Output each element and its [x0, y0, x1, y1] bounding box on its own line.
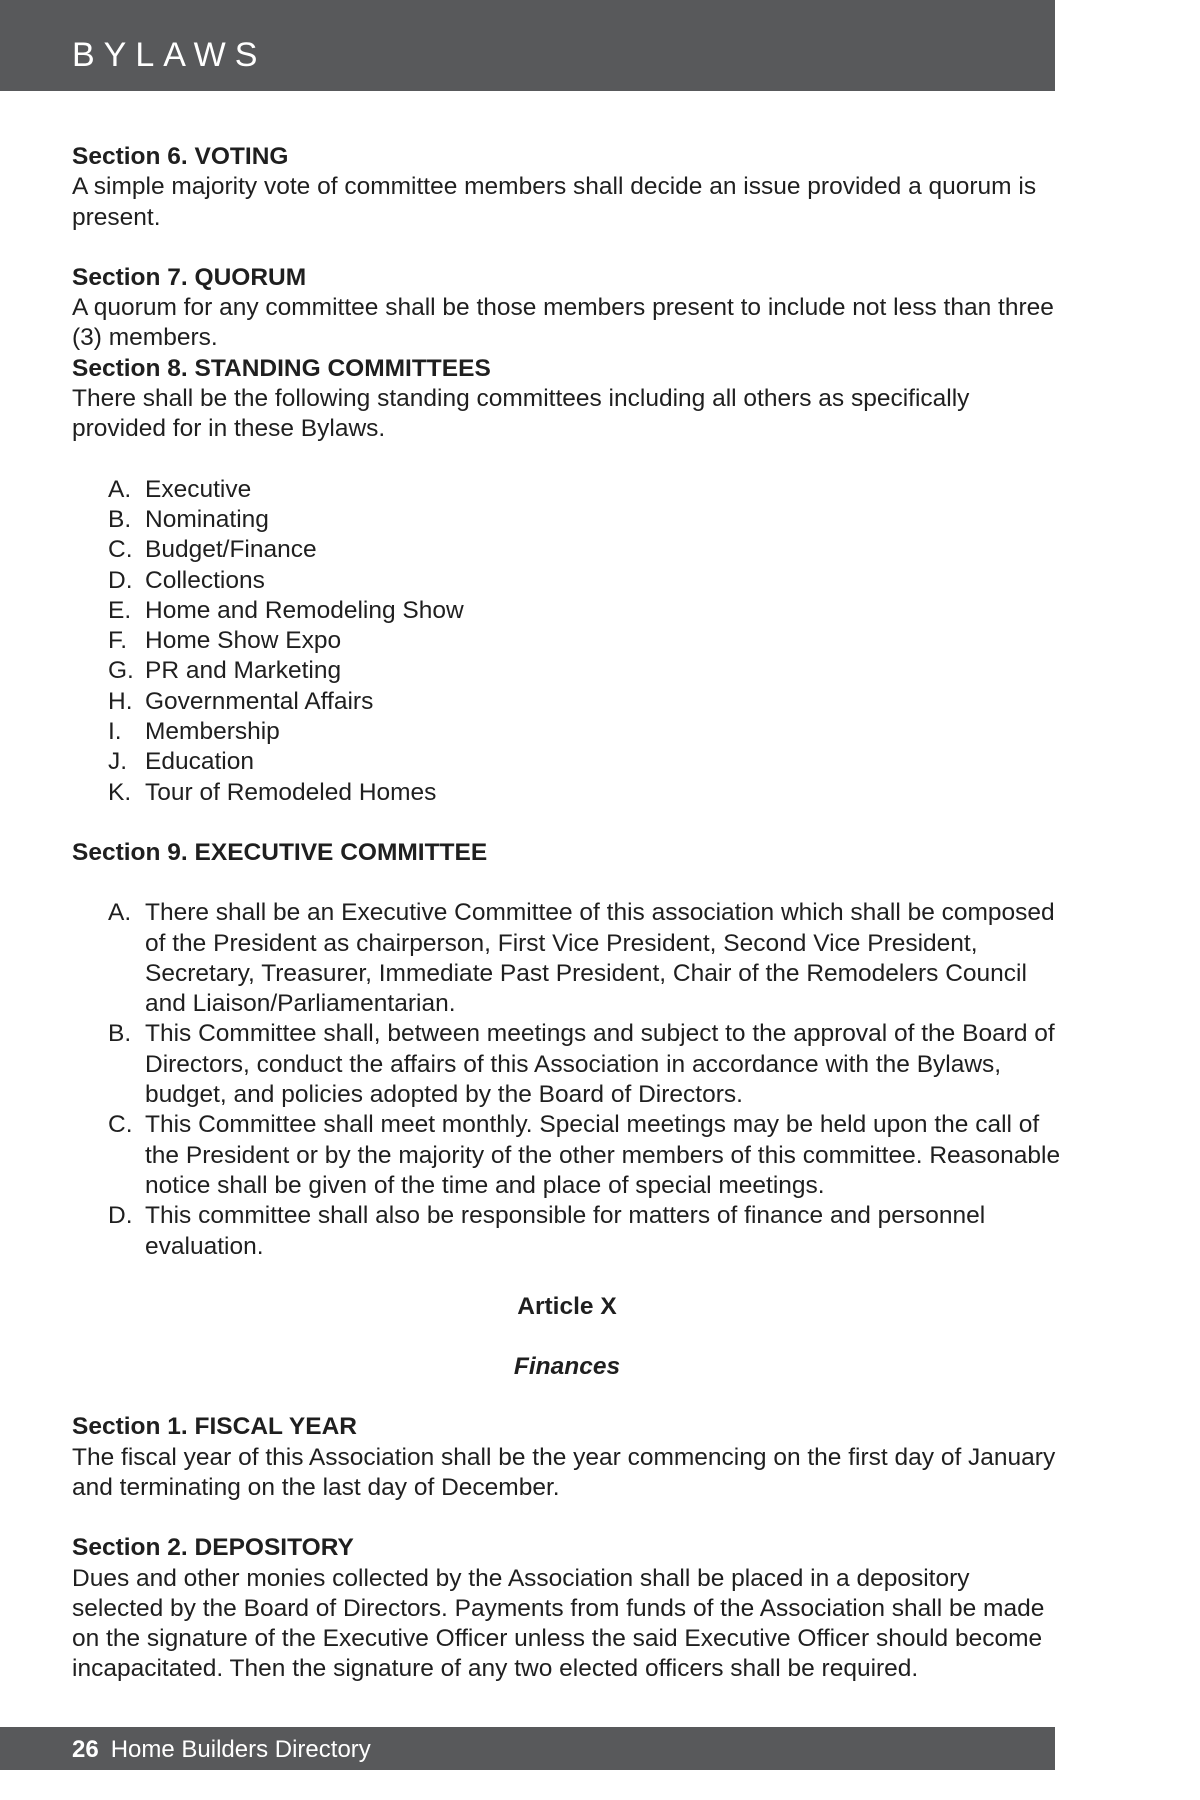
standing-committees-list	[72, 475, 1062, 808]
list-item	[72, 747, 1062, 777]
list-item	[72, 1201, 1062, 1262]
publication-name: Home Builders Directory	[110, 1736, 371, 1763]
list-item	[72, 1110, 1062, 1201]
list-item-text: There shall be an Executive Committee of this association which shall be composed of the President as chairperson, First Vice President, Second Vice President, Secretary, Treasurer, Immediate Past President, Chair of the Remodelers Council and Liaison/Parliamentarian.	[145, 899, 1055, 1018]
section-quorum	[72, 263, 1062, 354]
list-marker: A.	[108, 475, 132, 503]
list-item	[72, 475, 1062, 505]
section-title: Section 2. DEPOSITORY	[72, 1534, 354, 1562]
list-item	[72, 626, 1062, 656]
list-item-text: Budget/Finance	[145, 536, 317, 564]
section-standing-committees	[72, 354, 1062, 445]
section-fiscal-year	[72, 1412, 1062, 1503]
list-item	[72, 566, 1062, 596]
list-item-text: PR and Marketing	[145, 657, 342, 685]
section-title: Section 9. EXECUTIVE COMMITTEE	[72, 838, 488, 866]
list-marker: B.	[108, 505, 132, 533]
list-marker: F.	[108, 627, 128, 655]
list-marker: D.	[108, 1202, 133, 1230]
list-item-text: Home and Remodeling Show	[145, 596, 464, 624]
list-marker: A.	[108, 899, 132, 927]
section-body: A quorum for any committee shall be those members present to include not less than three (3) members.	[72, 294, 1054, 352]
section-body: Dues and other monies collected by the Association shall be placed in a depository selected by the Board of Directors. Payments from funds of the Association shall be made on the signature of the Executive Officer unless the said Executive Officer should become incapacitated. Then the signature of any two elected officers shall be required.	[72, 1564, 1045, 1683]
list-item-text: Governmental Affairs	[145, 687, 374, 715]
list-item-text: Nominating	[145, 505, 269, 533]
section-executive-committee	[72, 838, 1062, 868]
list-item-text: This Committee shall, between meetings and subject to the approval of the Board of Directors, conduct the affairs of this Association in accordance with the Bylaws, budget, and policies adopted by the Board of Directors.	[145, 1020, 1055, 1109]
list-item-text: Education	[145, 748, 254, 776]
section-body: The fiscal year of this Association shall be the year commencing on the first day of January and terminating on the last day of December.	[72, 1443, 1056, 1501]
list-marker: D.	[108, 566, 133, 594]
section-depository	[72, 1533, 1062, 1684]
section-title: Section 6. VOTING	[72, 143, 289, 170]
list-item	[72, 687, 1062, 717]
list-item	[72, 505, 1062, 535]
running-header-title: BYLAWS	[72, 36, 267, 74]
article-title: Article X	[517, 1292, 617, 1320]
list-item-text: Collections	[145, 566, 265, 594]
list-item	[72, 898, 1062, 1019]
section-title: Section 7. QUORUM	[72, 263, 307, 291]
section-body: There shall be the following standing committees including all others as specifically provided for in these Bylaws.	[72, 385, 970, 443]
list-item	[72, 1019, 1062, 1110]
section-title: Section 1. FISCAL YEAR	[72, 1413, 357, 1441]
list-marker: B.	[108, 1020, 132, 1048]
list-marker: C.	[108, 536, 133, 564]
section-voting	[72, 142, 1062, 233]
list-marker: E.	[108, 596, 132, 624]
list-marker: C.	[108, 1111, 133, 1139]
list-item-text: Membership	[145, 718, 280, 746]
list-item-text: Home Show Expo	[145, 627, 342, 655]
article-subtitle: Finances	[513, 1353, 621, 1381]
list-item-text: This committee shall also be responsible for matters of finance and personnel evaluation.	[145, 1202, 986, 1260]
list-item	[72, 717, 1062, 747]
list-marker: J.	[108, 748, 128, 776]
list-marker: I.	[108, 718, 122, 746]
list-item	[72, 535, 1062, 565]
list-item-text: Tour of Remodeled Homes	[145, 778, 437, 806]
list-item	[72, 656, 1062, 686]
page-content	[72, 142, 1062, 1685]
list-item-text: This Committee shall meet monthly. Special meetings may be held upon the call of the President or by the majority of the other members of this committee. Reasonable notice shall be given of the time and place of special meetings.	[145, 1111, 1061, 1199]
list-marker: H.	[108, 687, 133, 715]
list-item-text: Executive	[145, 475, 252, 503]
list-marker: G.	[108, 657, 134, 685]
list-item	[72, 596, 1062, 626]
section-body: A simple majority vote of committee members shall decide an issue provided a quorum is present.	[72, 173, 1037, 231]
section-title: Section 8. STANDING COMMITTEES	[72, 354, 491, 382]
page-number: 26	[72, 1736, 99, 1763]
list-item	[72, 778, 1062, 808]
footer	[72, 1736, 371, 1764]
executive-committee-list	[72, 898, 1062, 1262]
list-marker: K.	[108, 778, 132, 806]
